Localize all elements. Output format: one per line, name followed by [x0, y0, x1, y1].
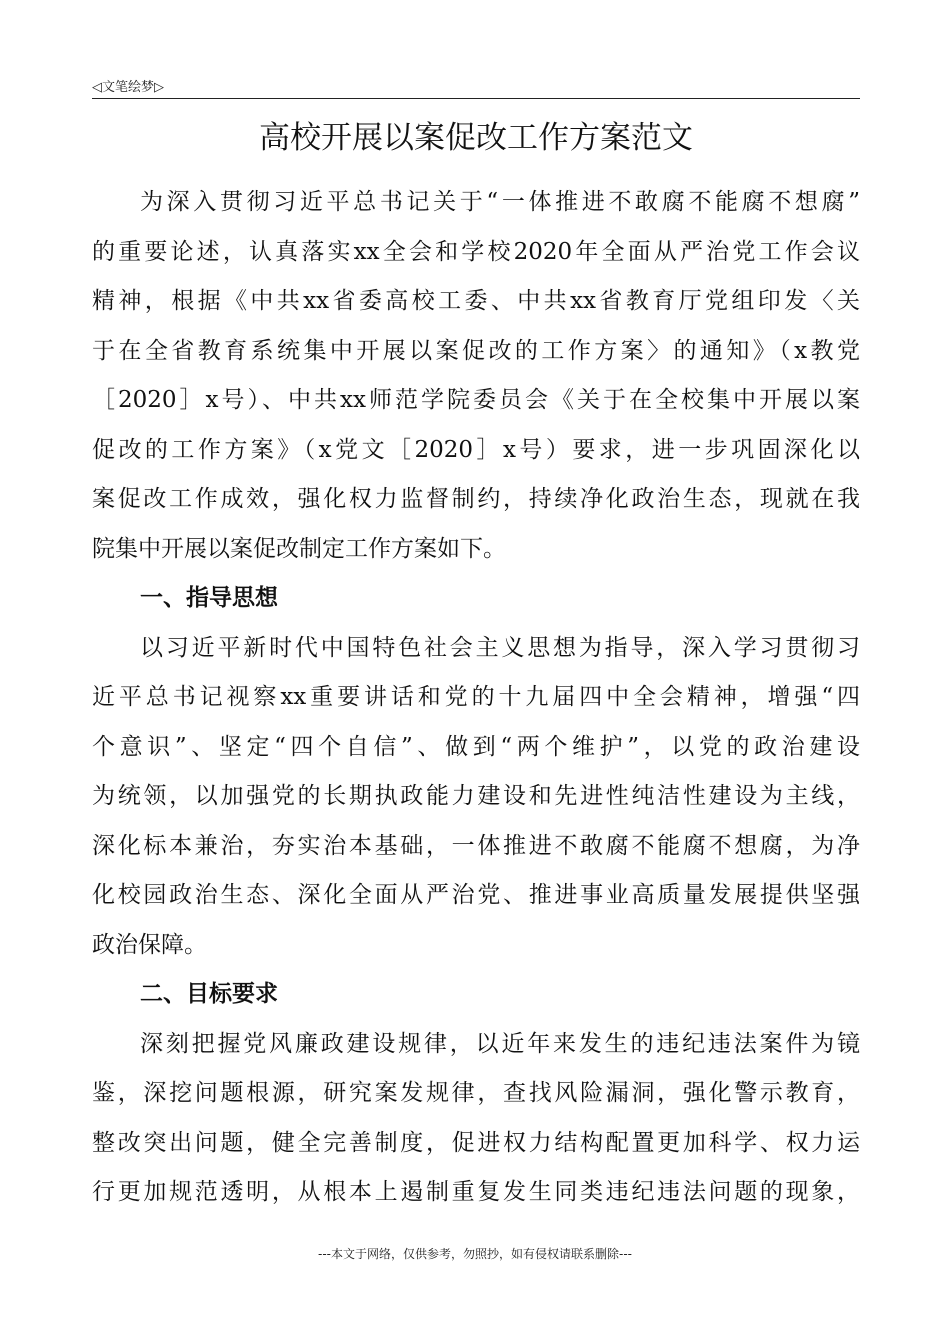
paragraph-line: 行更加规范透明，从根本上遏制重复发生同类违纪违法问题的现象， [92, 1179, 860, 1205]
header-brand-text: ◁文笔绘梦▷ [92, 80, 164, 95]
paragraph-line: 院集中开展以案促改制定工作方案如下。 [92, 535, 506, 562]
paragraph-line: 促改的工作方案》（x党文［2020］x号）要求，进一步巩固深化以 [92, 436, 860, 463]
section-heading: 二、目标要求 [140, 981, 278, 1007]
paragraph-line: 案促改工作成效，强化权力监督制约，持续净化政治生态，现就在我 [92, 486, 860, 512]
paragraph-line: 于在全省教育系统集中开展以案促改的工作方案〉的通知》（x教党 [92, 337, 860, 364]
paragraph-line: 深刻把握党风廉政建设规律，以近年来发生的违纪违法案件为镜 [140, 1030, 860, 1057]
document-title: 高校开展以案促改工作方案范文 [259, 120, 693, 156]
paragraph-line: 政治保障。 [92, 931, 207, 958]
page-header [92, 74, 860, 99]
paragraph-line: 近平总书记视察xx重要讲话和党的十九届四中全会精神，增强“四 [92, 684, 860, 710]
paragraph-line: 鉴，深挖问题根源，研究案发规律，查找风险漏洞，强化警示教育， [92, 1080, 860, 1106]
paragraph-line: 精神，根据《中共xx省委高校工委、中共xx省教育厅党组印发〈关 [92, 288, 860, 314]
section-heading: 一、指导思想 [140, 585, 278, 611]
paragraph-line: 化校园政治生态、深化全面从严治党、推进事业高质量发展提供坚强 [92, 882, 860, 908]
paragraph-line: 为统领，以加强党的长期执政能力建设和先进性纯洁性建设为主线， [92, 783, 860, 809]
paragraph-line: 的重要论述，认真落实xx全会和学校2020年全面从严治党工作会议 [92, 238, 860, 265]
paragraph-line: 为深入贯彻习近平总书记关于“一体推进不敢腐不能腐不想腐” [140, 189, 860, 215]
paragraph-line: 以习近平新时代中国特色社会主义思想为指导，深入学习贯彻习 [140, 634, 860, 661]
paragraph-line: 个意识”、坚定“四个自信”、做到“两个维护”，以党的政治建设 [92, 733, 860, 760]
paragraph-line: ［2020］x号）、中共xx师范学院委员会《关于在全校集中开展以案 [92, 387, 860, 413]
document-body [92, 178, 860, 1218]
paragraph-line: 深化标本兼治，夯实治本基础，一体推进不敢腐不能腐不想腐，为净 [92, 832, 860, 859]
page-footer: ---本文于网络，仅供参考，勿照抄，如有侵权请联系删除--- [318, 1247, 632, 1261]
paragraph-line: 整改突出问题，健全完善制度，促进权力结构配置更加科学、权力运 [92, 1129, 860, 1156]
